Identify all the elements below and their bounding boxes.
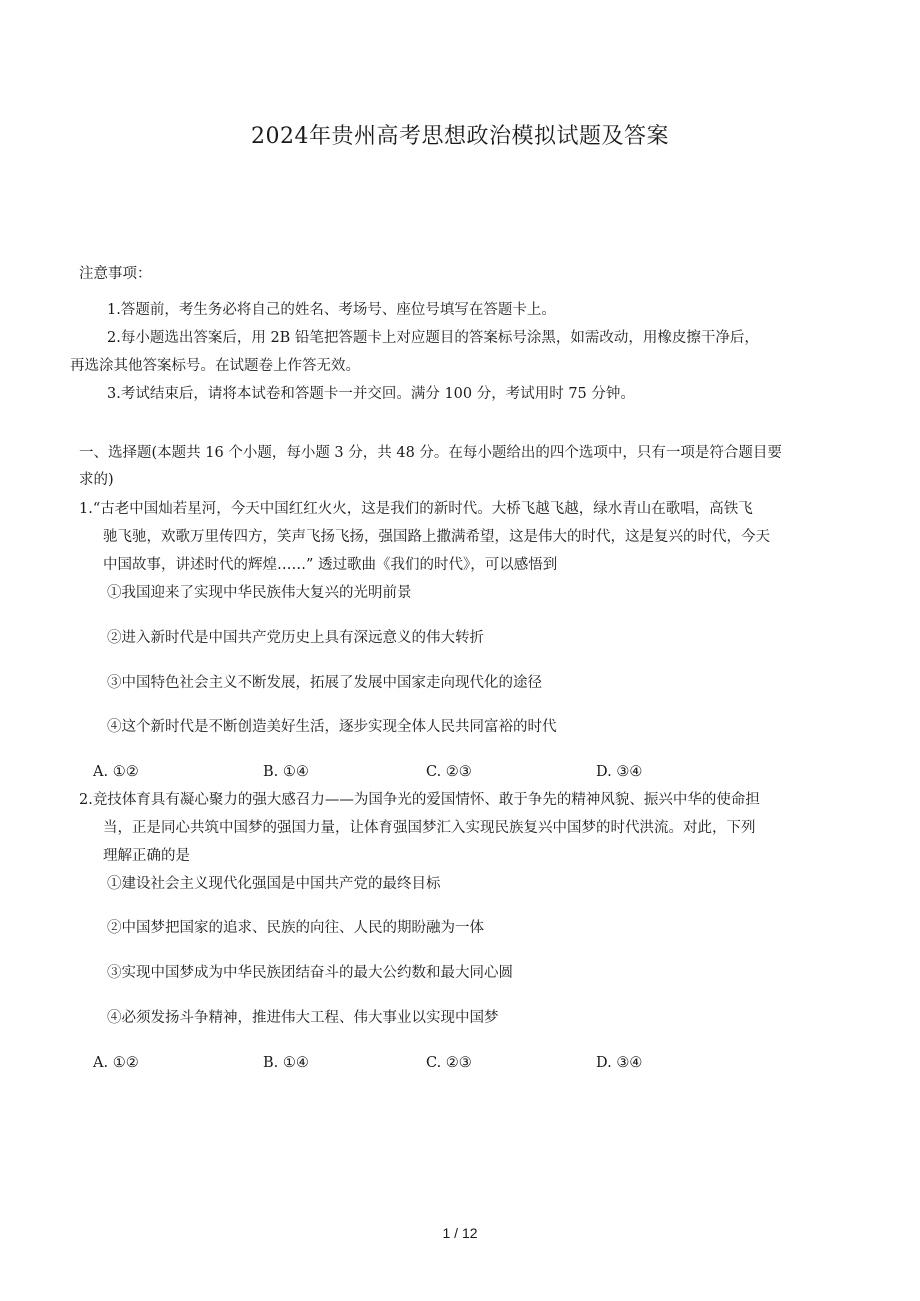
question-2-option-d[interactable]: D. ③④ — [596, 1055, 643, 1071]
question-1-option-d[interactable]: D. ③④ — [596, 764, 643, 780]
question-2-statement-4: ④必须发扬斗争精神，推进伟大工程、伟大事业以实现中国梦 — [107, 1010, 499, 1026]
question-1-option-c[interactable]: C. ②③ — [426, 764, 472, 780]
question-2-stem-line-3: 理解正确的是 — [103, 848, 190, 864]
notes-item-2-line-2: 再选涂其他答案标号。在试题卷上作答无效。 — [70, 358, 360, 374]
document-title: 2024年贵州高考思想政治模拟试题及答案 — [251, 124, 669, 149]
notes-item-2-line-1: 2.每小题选出答案后，用 2B 铅笔把答题卡上对应题目的答案标号涂黑，如需改动，用橡皮擦干净后， — [107, 330, 759, 346]
question-2-option-c[interactable]: C. ②③ — [426, 1055, 472, 1071]
question-1-stem-line-3: 中国故事，讲述时代的辉煌……” 透过歌曲《我们的时代》，可以感悟到 — [103, 557, 558, 573]
notes-heading: 注意事项： — [79, 266, 152, 282]
question-1-statement-2: ②进入新时代是中国共产党历史上具有深远意义的伟大转折 — [107, 630, 484, 646]
question-2-stem-line-1: 2.竞技体育具有凝心聚力的强大感召力——为国争光的爱国情怀、敢于争先的精神风貌、振兴中华的使命担 — [79, 792, 760, 808]
section-heading-line-2: 求的) — [79, 472, 114, 488]
notes-item-3: 3.考试结束后，请将本试卷和答题卡一并交回。满分 100 分，考试用时 75 分钟。 — [107, 386, 635, 402]
question-2-option-a[interactable]: A. ①② — [93, 1055, 139, 1071]
question-2-statement-1: ①建设社会主义现代化强国是中国共产党的最终目标 — [107, 876, 441, 892]
question-2-stem-line-2: 当，正是同心共筑中国梦的强国力量，让体育强国梦汇入实现民族复兴中国梦的时代洪流。对此，下列 — [103, 820, 756, 836]
question-1-statement-1: ①我国迎来了实现中华民族伟大复兴的光明前景 — [107, 585, 412, 601]
section-heading-line-1: 一、选择题(本题共 16 个小题，每小题 3 分，共 48 分。在每小题给出的四个选项中，只有一项是符合题目要 — [79, 445, 782, 461]
notes-item-1: 1.答题前，考生务必将自己的姓名、考场号、座位号填写在答题卡上。 — [107, 302, 556, 318]
question-1-stem-line-1: 1.“古老中国灿若星河，今天中国红红火火，这是我们的新时代。大桥飞越飞越，绿水青山在歌唱，高铁飞 — [79, 501, 753, 517]
question-1-option-b[interactable]: B. ①④ — [263, 764, 309, 780]
question-2-statement-3: ③实现中国梦成为中华民族团结奋斗的最大公约数和最大同心圆 — [107, 965, 513, 981]
question-1-statement-3: ③中国特色社会主义不断发展，拓展了发展中国家走向现代化的途径 — [107, 675, 542, 691]
question-2-option-b[interactable]: B. ①④ — [263, 1055, 309, 1071]
question-1-stem-line-2: 驰飞驰，欢歌万里传四方，笑声飞扬飞扬，强国路上撒满希望，这是伟大的时代，这是复兴的时代，今天 — [103, 529, 770, 545]
page-number: 1 / 12 — [442, 1225, 478, 1241]
question-1-option-a[interactable]: A. ①② — [93, 764, 139, 780]
question-1-statement-4: ④这个新时代是不断创造美好生活，逐步实现全体人民共同富裕的时代 — [107, 719, 557, 735]
question-2-statement-2: ②中国梦把国家的追求、民族的向往、人民的期盼融为一体 — [107, 920, 484, 936]
